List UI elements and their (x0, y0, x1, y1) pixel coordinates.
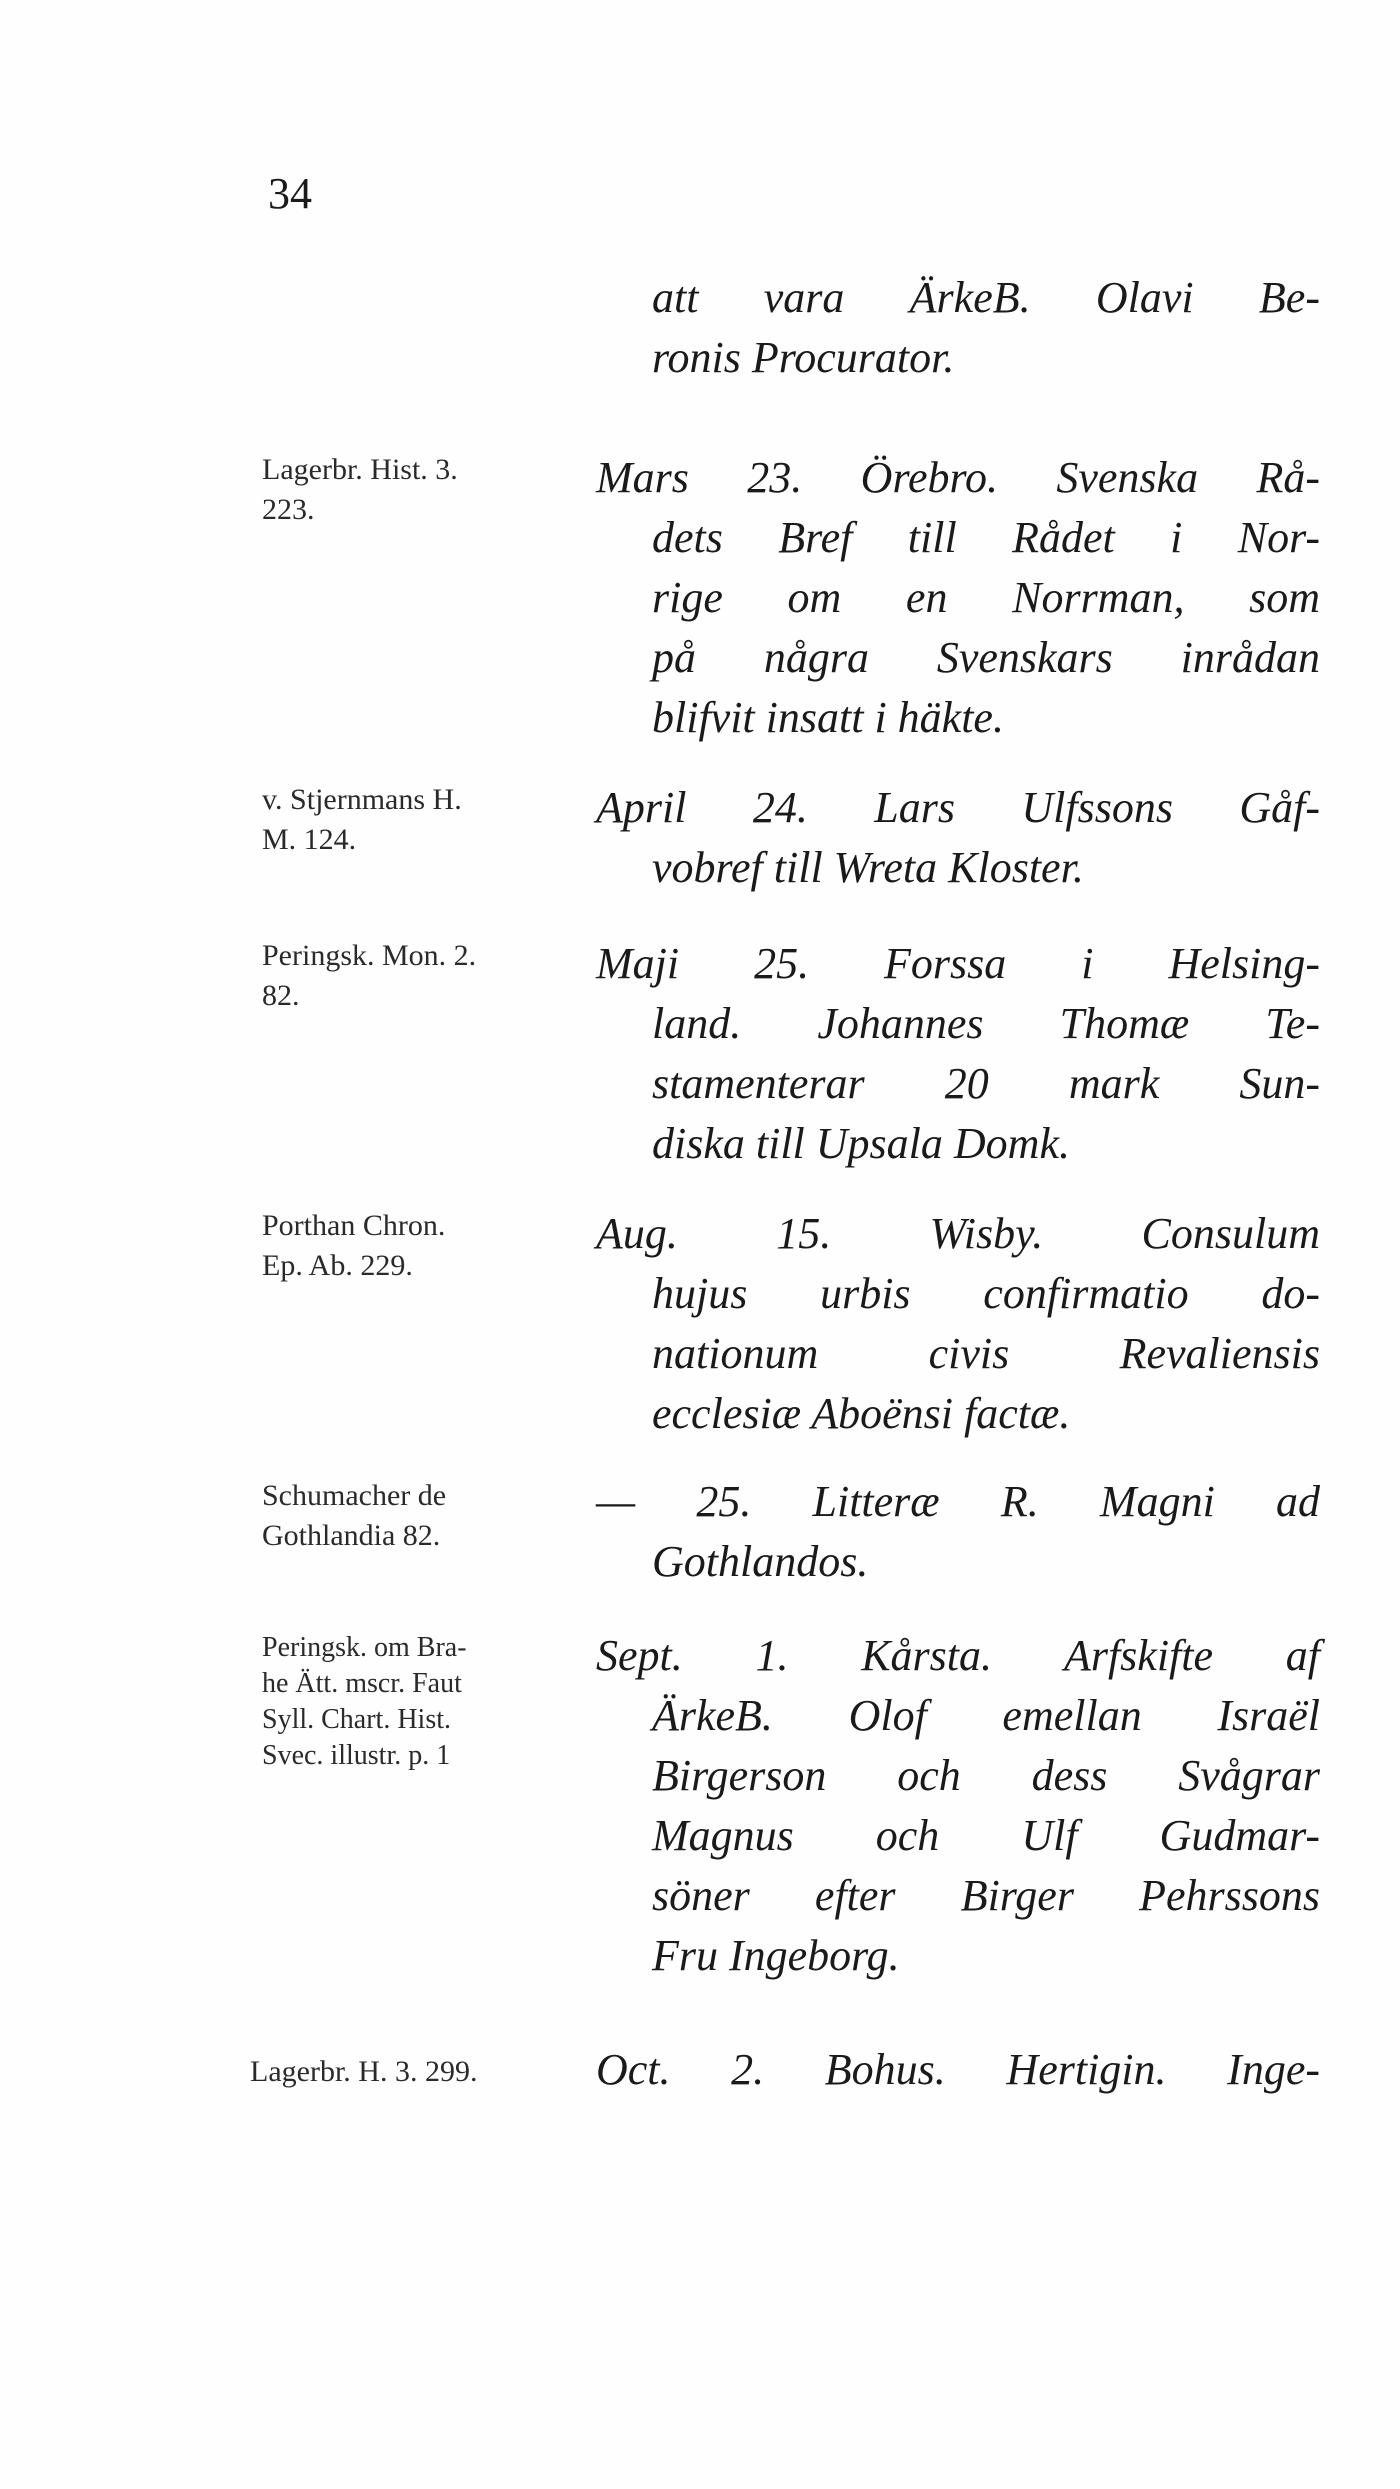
text-line: diska till Upsala Domk. (652, 1119, 1070, 1168)
text-line: Sept. 1. Kårsta. Arfskifte af (596, 1631, 1320, 1680)
margin-line: Peringsk. om Bra- (262, 1632, 467, 1663)
text-line: Magnus och Ulf Gudmar- (652, 1811, 1320, 1860)
text-line: blifvit insatt i häkte. (652, 693, 1004, 742)
text-line: Aug. 15. Wisby. Consulum (596, 1209, 1320, 1258)
margin-reference (262, 1476, 622, 1556)
entry-text (596, 2040, 1320, 2100)
entry-text (596, 778, 1320, 898)
margin-reference (250, 2052, 610, 2092)
text-line: — 25. Litteræ R. Magni ad (596, 1477, 1320, 1526)
text-line: Birgerson och dess Svågrar (652, 1751, 1320, 1800)
margin-reference (262, 450, 622, 530)
text-line: Oct. 2. Bohus. Hertigin. Inge- (596, 2045, 1320, 2094)
margin-line: Syll. Chart. Hist. (262, 1704, 452, 1735)
text-line: vobref till Wreta Kloster. (652, 843, 1084, 892)
margin-line: Lagerbr. H. 3. 299. (250, 2055, 478, 2088)
text-line: Mars 23. Örebro. Svenska Rå- (596, 453, 1320, 502)
text-line: April 24. Lars Ulfssons Gåf- (596, 783, 1320, 832)
entry-text (596, 1472, 1320, 1592)
margin-line: Schumacher de (262, 1479, 447, 1512)
text-line: rige om en Norrman, som (652, 573, 1320, 622)
margin-reference (262, 780, 622, 860)
margin-line: Lagerbr. Hist. 3. (262, 453, 458, 486)
text-line: Fru Ingeborg. (652, 1931, 900, 1980)
margin-line: Peringsk. Mon. 2. (262, 939, 477, 972)
text-line: nationum civis Revaliensis (652, 1329, 1320, 1378)
text-line: på några Svenskars inrådan (652, 633, 1320, 682)
margin-reference (262, 1630, 622, 1774)
text-line: att vara ÄrkeB. Olavi Be- (652, 273, 1320, 322)
text-line: hujus urbis confirmatio do- (652, 1269, 1320, 1318)
entry-text (596, 1626, 1320, 1986)
entry-text (596, 934, 1320, 1174)
margin-line: he Ätt. mscr. Faut (262, 1668, 462, 1699)
text-line: söner efter Birger Pehrssons (652, 1871, 1320, 1920)
text-line: Gothlandos. (652, 1537, 869, 1586)
margin-reference (262, 1206, 622, 1286)
text-line: Maji 25. Forssa i Helsing- (596, 939, 1320, 988)
margin-line: M. 124. (262, 823, 357, 856)
margin-line: Svec. illustr. p. 1 (262, 1740, 451, 1771)
text-line: ronis Procurator. (652, 333, 955, 382)
text-line: stamenterar 20 mark Sun- (652, 1059, 1320, 1108)
entry-text (596, 1204, 1320, 1444)
entry-text (596, 448, 1320, 748)
margin-line: v. Stjernmans H. (262, 783, 462, 816)
text-line: land. Johannes Thomæ Te- (652, 999, 1320, 1048)
text-line: ecclesiæ Aboënsi factæ. (652, 1389, 1071, 1438)
margin-line: Porthan Chron. (262, 1209, 446, 1242)
margin-line: Ep. Ab. 229. (262, 1249, 413, 1282)
text-line: dets Bref till Rådet i Nor- (652, 513, 1320, 562)
margin-line: 82. (262, 979, 300, 1012)
margin-line: Gothlandia 82. (262, 1519, 441, 1552)
page-number: 34 (268, 169, 312, 218)
margin-line: 223. (262, 493, 315, 526)
text-line: ÄrkeB. Olof emellan Israël (652, 1691, 1320, 1740)
entry-text (620, 268, 1320, 388)
margin-reference (262, 936, 622, 1016)
